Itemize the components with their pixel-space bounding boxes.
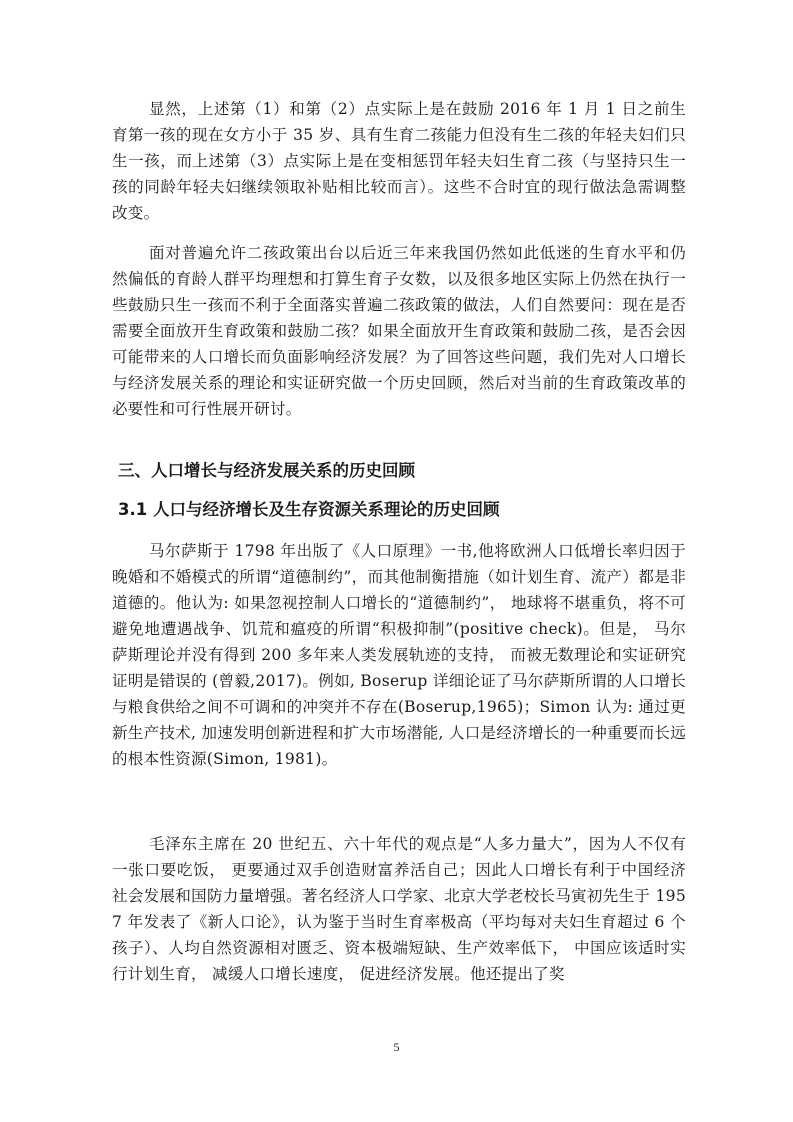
paragraph-policy-question: 面对普遍允许二孩政策出台以后近三年来我国仍然如此低迷的生育水平和仍然偏低的育龄人群平均理想和打算生育子女数，以及很多地区实际上仍然在执行一些鼓励只生一孩而不利于全面落实普遍二孩政策的做法，人们自然要问：现在是否需要全面放开生育政策和鼓励二孩？如果全面放开生育政策和鼓励二孩，是否会因可能带来的人口增长而负面影响经济发展？为了回答这些问题，我们先对人口增长与经济发展关系的理论和实证研究做一个历史回顾，然后对当前的生育政策改革的必要性和可行性展开研讨。: [112, 244, 686, 418]
paragraph-mao-ma-yinchu: 毛泽东主席在 20 世纪五、六十年代的观点是“人多力量大”，因为人不仅有一张口要吃饭， 更要通过双手创造财富养活自己；因此人口增长有利于中国经济社会发展和国防力量增强。著名经济人口学家、北京大学老校长马寅初先生于 1957 年发表了《新人口论》，认为鉴于当时生育率极高（平均每对夫妇生育超过 6 个孩子）、人均自然资源相对匮乏、资本极端短缺、生产效率低下， 中国应该适时实行计划生育， 减缓人口增长速度， 促进经济发展。他还提出了奖: [112, 835, 686, 983]
section-heading-3-1: 3.1 人口与经济增长及生存资源关系理论的历史回顾: [118, 500, 500, 519]
section-heading-3: 三、人口增长与经济发展关系的历史回顾: [118, 461, 415, 480]
paragraph-malthus: 马尔萨斯于 1798 年出版了《人口原理》一书,他将欧洲人口低增长率归因于晚婚和不婚模式的所谓“道德制约”，而其他制衡措施（如计划生育、流产）都是非道德的。他认为: 如果忽视控制人口增长的“道德制约”， 地球将不堪重负，将不可避免地遭遇战争、饥荒和瘟疫的所谓“积极抑制”(positive check)。但是， 马尔萨斯理论并没有得到 200 多年来人类发展轨迹的支持， 而被无数理论和实证研究证明是错误的 (曾毅,2017)。例如, Boserup 详细论证了马尔萨斯所谓的人口增长与粮食供给之间不可调和的冲突并不存在(Boserup,1965)；Simon 认为: 通过更新生产技术, 加速发明创新进程和扩大市场潜能, 人口是经济增长的一种重要而长远的根本性资源(Simon, 1981)。: [112, 542, 686, 768]
page-number: 5: [393, 1040, 400, 1054]
paragraph-policy-critique: 显然，上述第（1）和第（2）点实际上是在鼓励 2016 年 1 月 1 日之前生育第一孩的现在女方小于 35 岁、具有生育二孩能力但没有生二孩的年轻夫妇们只生一孩，而上述第（3）点实际上是在变相惩罚年轻夫妇生育二孩（与坚持只生一孩的同龄年轻夫妇继续领取补贴相比较而言）。这些不合时宜的现行做法急需调整改变。: [112, 100, 686, 222]
